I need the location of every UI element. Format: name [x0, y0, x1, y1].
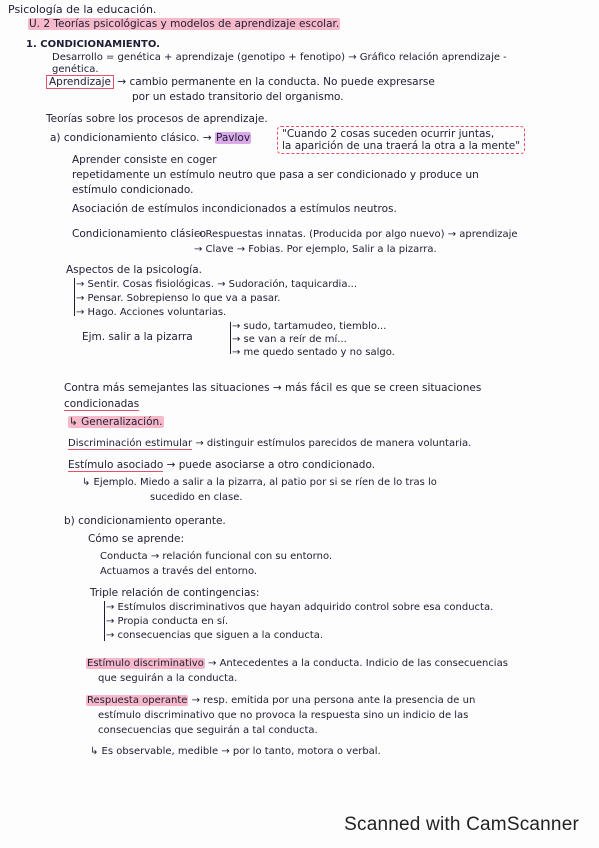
aprender-line-2: repetidamente un estímulo neutro que pasa a ser condicionado y produce un	[72, 169, 479, 181]
actuamos-line: Actuamos a través del entorno.	[100, 566, 258, 577]
ejemplo-miedo-2: sucedido en clase.	[150, 492, 243, 503]
page-header: Psicología de la educación.	[8, 3, 157, 16]
contra-line-1: Contra más semejantes las situaciones → más fácil es que se creen situaciones	[64, 382, 482, 394]
ejemplo-brace	[230, 322, 231, 354]
subsection-title: 1. CONDICIONAMIENTO.	[26, 39, 160, 50]
aspectos-heading: Aspectos de la psicología.	[66, 264, 202, 276]
estimulo-discriminativo-line: Estímulo discriminativo → Antecedentes a la conducta. Indicio de las consecuencias	[87, 658, 508, 669]
scanner-watermark: Scanned with CamScanner	[344, 814, 579, 835]
contra-line-2: condicionadas	[64, 398, 140, 410]
aprendizaje-term: Aprendizaje → cambio permanente en la conducta. No puede expresarse	[46, 76, 435, 89]
triple-relacion: Triple relación de contingencias:	[90, 587, 260, 599]
observable-line: ↳ Es observable, medible → por lo tanto, motora o verbal.	[90, 746, 381, 757]
estimulo-asociado-line: Estímulo asociado → puede asociarse a otro condicionado.	[68, 459, 376, 471]
aprender-line-1: Aprender consiste en coger	[72, 154, 217, 166]
section-title: U. 2 Teorías psicológicas y modelos de aprendizaje escolar.	[29, 18, 340, 30]
cond-respuestas: → Respuestas innatas. (Producida por algo nuevo) → aprendizaje	[194, 229, 518, 240]
discriminacion-line: Discriminación estimular → distinguir estímulos parecidos de manera voluntaria.	[68, 438, 472, 449]
como-aprende: Cómo se aprende:	[88, 533, 184, 545]
ejemplo-item-1: → sudo, tartamudeo, tiemblo...	[232, 321, 387, 332]
triple-item-3: → consecuencias que siguen a la conducta.	[106, 630, 324, 641]
estimulo-discriminativo-def-2: que seguirán a la conducta.	[98, 673, 238, 684]
ejemplo-pizarra: Ejm. salir a la pizarra	[82, 331, 193, 343]
triple-item-1: → Estímulos discriminativos que hayan adquirido control sobre esa conducta.	[106, 602, 494, 613]
cond-clave: → Clave → Fobias. Por ejemplo, Salir a la pizarra.	[194, 244, 437, 255]
triple-item-2: → Propia conducta en sí.	[106, 616, 229, 627]
ejemplo-item-2: → se van a reír de mí...	[232, 334, 347, 345]
respuesta-operante-def-3: consecuencias que seguirán a tal conducta.	[98, 725, 318, 736]
operante-title: b) condicionamiento operante.	[64, 515, 226, 527]
pavlov-quote: "Cuando 2 cosas suceden ocurrir juntas, la aparición de una traerá la otra a la mente"	[277, 126, 525, 154]
ejemplo-miedo-1: ↳ Ejemplo. Miedo a salir a la pizarra, al patio por si se ríen de lo tras lo	[82, 477, 437, 488]
cond-clasico-label: Condicionamiento clásico	[72, 228, 207, 240]
triple-brace	[104, 601, 105, 641]
respuesta-operante-def-2: estímulo discriminativo que no provoca la respuesta sino un indicio de las	[98, 710, 469, 721]
generalizacion: ↳ Generalización.	[69, 416, 163, 428]
aspecto-pensar: → Pensar. Sobrepienso lo que va a pasar.	[76, 293, 281, 304]
respuesta-operante-line: Respuesta operante → resp. emitida por una persona ante la presencia de un	[87, 695, 476, 706]
aprendizaje-def-2: por un estado transitorio del organismo.	[132, 91, 344, 103]
conducta-line: Conducta → relación funcional con su entorno.	[100, 551, 333, 562]
aspecto-hago: → Hago. Acciones voluntarias.	[76, 307, 227, 318]
ejemplo-item-3: → me quedo sentado y no salgo.	[232, 347, 395, 358]
teorias-heading: Teorías sobre los procesos de aprendizaje.	[46, 113, 268, 125]
asociacion-line: Asociación de estímulos incondicionados a estímulos neutros.	[72, 203, 397, 215]
aspectos-brace	[74, 278, 75, 316]
clasico-title: a) condicionamiento clásico. → Pavlov	[50, 132, 251, 144]
aprender-line-3: estímulo condicionado.	[72, 184, 194, 196]
desarrollo-line: Desarrollo = genética + aprendizaje (genotipo + fenotipo) → Gráfico relación aprendizaje - genética.	[52, 52, 507, 75]
aspecto-sentir: → Sentir. Cosas fisiológicas. → Sudoración, taquicardia...	[76, 279, 357, 290]
